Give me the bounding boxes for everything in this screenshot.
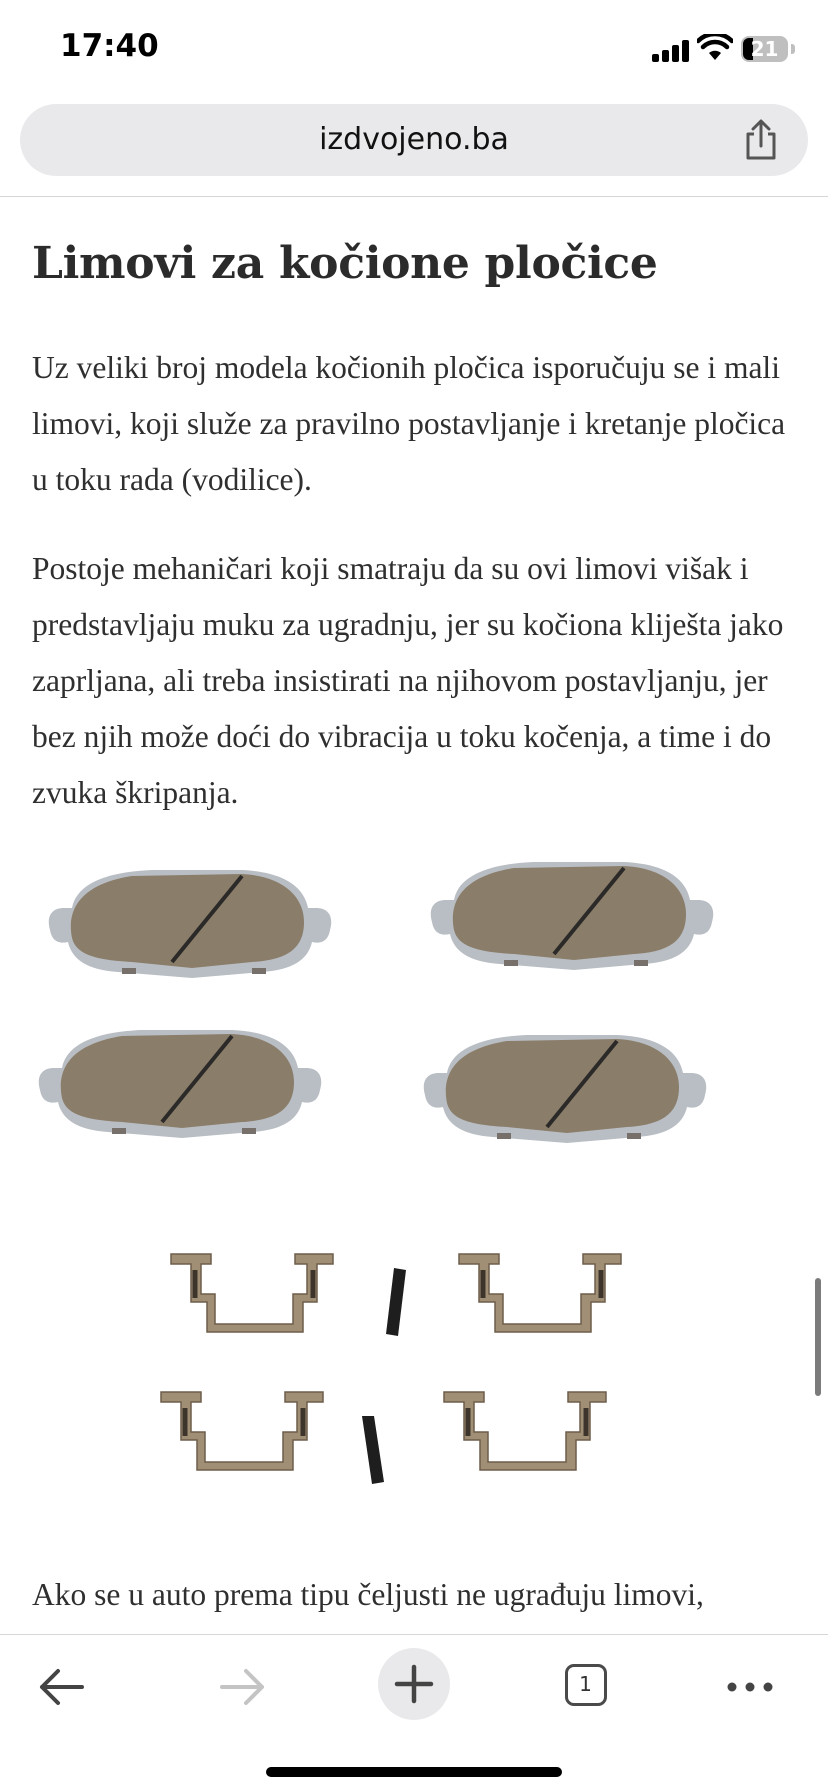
anti-rattle-shim xyxy=(362,1416,384,1484)
url-text[interactable]: izdvojeno.ba xyxy=(319,122,509,157)
home-indicator xyxy=(266,1767,562,1777)
forward-arrow-icon[interactable] xyxy=(204,1652,274,1722)
brake-pad xyxy=(424,1035,706,1143)
article xyxy=(32,196,802,1612)
pad-clip xyxy=(459,1254,621,1332)
wifi-icon xyxy=(697,34,733,62)
more-icon[interactable] xyxy=(716,1652,786,1722)
article-paragraph: Ako se u auto prema tipu čeljusti ne ugrađuju limovi, xyxy=(32,1577,704,1612)
battery-icon xyxy=(741,36,788,62)
status-time: 17:40 xyxy=(60,28,159,64)
anti-rattle-shim xyxy=(386,1268,406,1336)
status-bar xyxy=(0,0,828,96)
article-paragraph: Uz veliki broj modela kočionih pločica isporučuju se i mali limovi, koji služe za pravilno postavljanje i kretanje pločica u toku rada (vodilice). xyxy=(32,350,786,497)
pad-clip xyxy=(444,1392,606,1470)
toolbar-divider xyxy=(0,1634,828,1635)
pad-clip xyxy=(161,1392,323,1470)
signal-icon xyxy=(652,40,692,62)
back-arrow-icon[interactable] xyxy=(30,1652,100,1722)
tab-count: 1 xyxy=(579,1672,592,1696)
tabs-icon xyxy=(565,1664,607,1706)
scroll-indicator[interactable] xyxy=(815,1278,821,1396)
pad-clip xyxy=(171,1254,333,1332)
brake-pad xyxy=(431,862,713,970)
new-tab-button[interactable] xyxy=(378,1648,450,1720)
article-paragraph: Postoje mehaničari koji smatraju da su ovi limovi višak i predstavljaju muku za ugradnju, jer su kočiona kliješta jako zaprljana, ali treba insistirati na njihovom postavljanju, jer bez njih može doći do vibracija u toku kočenja, a time i do zvuka škripanja. xyxy=(32,551,784,810)
brake-pad xyxy=(49,870,331,978)
plus-icon xyxy=(378,1648,450,1720)
article-title: Limovi za kočione pločice xyxy=(32,238,658,289)
battery-level: 21 xyxy=(750,37,779,61)
battery-nub xyxy=(791,44,795,54)
tabs-button[interactable] xyxy=(553,1652,623,1722)
share-icon[interactable] xyxy=(740,118,782,162)
address-bar[interactable] xyxy=(20,104,808,176)
brake-pad xyxy=(39,1030,321,1138)
brake-pads-image xyxy=(32,858,802,1518)
